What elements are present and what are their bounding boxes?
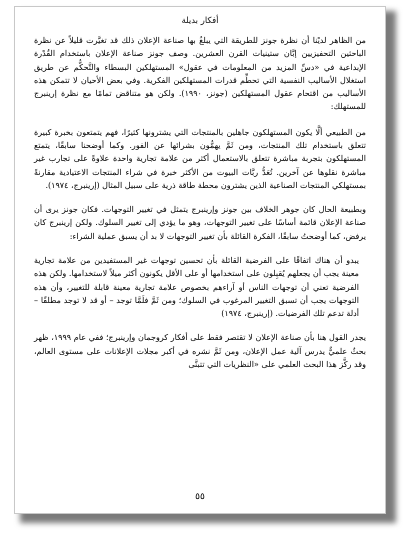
page-number: ٥٥: [195, 492, 205, 502]
paragraph-2-quote: من الطبيعي ألَّا يكون المستهلكون جاهلين بالمنتجات التي يشترونها كثيرًا، فهم يتمتعون بخبرة كبيرة تتعلق باستخدام تلك المنتجات، ومن ثَمَّ يهمُّون بشرائها عن الفور. وكما أوضحنا سابقًا، يتمتع المستهلكون بتجربة مباشرة تتعلق بالاستعمال أكثر من علامة تجارية واحدة علاوةً على تجارب غير مباشرة نقلوها عن آخرين. تُعَدُّ ربَّات البيوت من الأكثر خبرة في شراء المنتجات الاعتيادية مقارنةً بمستهلكي المنتجات الصناعية الذين يشترون محطة طاقة ذرية على سبيل المثال (إرينبرج، ١٩٧٤).: [34, 127, 366, 190]
running-header: أفكار بديلة: [181, 16, 219, 26]
paragraph-1: من الظاهر لديْنا أن نظرة جونز للطريقة التي يبلغُ بها صناعة الإعلان ذلك قد تغيَّرت قليلاً عن نظرة الباحثين التحفيزيين إبَّان ستينيات القرن العشرين. وصف جونز صناعة الإعلان باستخدام القُدْرة الإبداعية في «دسِّ المزيد من المعلومات في عقول» المستهلكين البسطاء والتَّحكُّم عن طريق استغلال الأساليب النفسية التي تحطِّم قدرات المستهلكين الفكرية. وفي بعض الأحيان لا تتمكن هذه الأساليب من اقتحام عقول المستهلكين (جونز، ١٩٩٠). ولكن هو متناقض تمامًا مع نظرة إرينبرج للمستهلك:: [34, 36, 367, 112]
paragraph-5: يجدر القول هنا بأن صناعة الإعلان لا تقتصر فقط على أفكار كروجمان وإرينبرج؛ ففي عام ١٩٩٩، ظهر بحثٌ علميٌّ يدرس آلية عمل الإعلان، ومن ثَمَّ نشره في أكبر مجلات الإعلانات على مستوى العالم، وقد ركَّز هذا البحث العلمي على «النظريات التي تتبنَّى: [34, 333, 366, 369]
page-body: [34, 34, 366, 371]
paragraph-4-quote: يبدو أن هناك اتفاقًا على الفرضية القائلة بأن تحسين توجهات غير المستفيدين من علامة تجارية معينة يجب أن يجعلهم يُقبِلون على استخدامها أو على الأقل يكونون أكثر ميلاً لاستخدامها. ولكن هذه الفرضية تعني أن توجهات الناس أو آراءهم بخصوص علامة تجارية معينة قابلة للتغيير، وأن هذه التوجهات يجب أن تسبق التغيير المرغوب في السلوك؛ ومن ثَمَّ فلَمَّا توجد – أو قد لا توجد مطلقًا – أدلة تدعم تلك الفرضيات. (إرينبرج، ١٩٧٤): [34, 255, 359, 319]
book-page: [14, 6, 386, 514]
paragraph-3: وبطبيعة الحال كان جوهر الخلاف بين جونز وإرينبرج يتمثل في تغيير التوجهات. فكان جونز يرى أن صناعة الإعلان قائمة أساسًا على تغيير التوجهات، وهو ما يؤدي إلى تغيير السلوك. ولكن إرينبرج كان يرفض، كما أوضحتُ سابقًا، الفكرة القائلة بأن تغيير التوجهات لا بد أن يسبق عملية الشراء:: [34, 205, 366, 241]
